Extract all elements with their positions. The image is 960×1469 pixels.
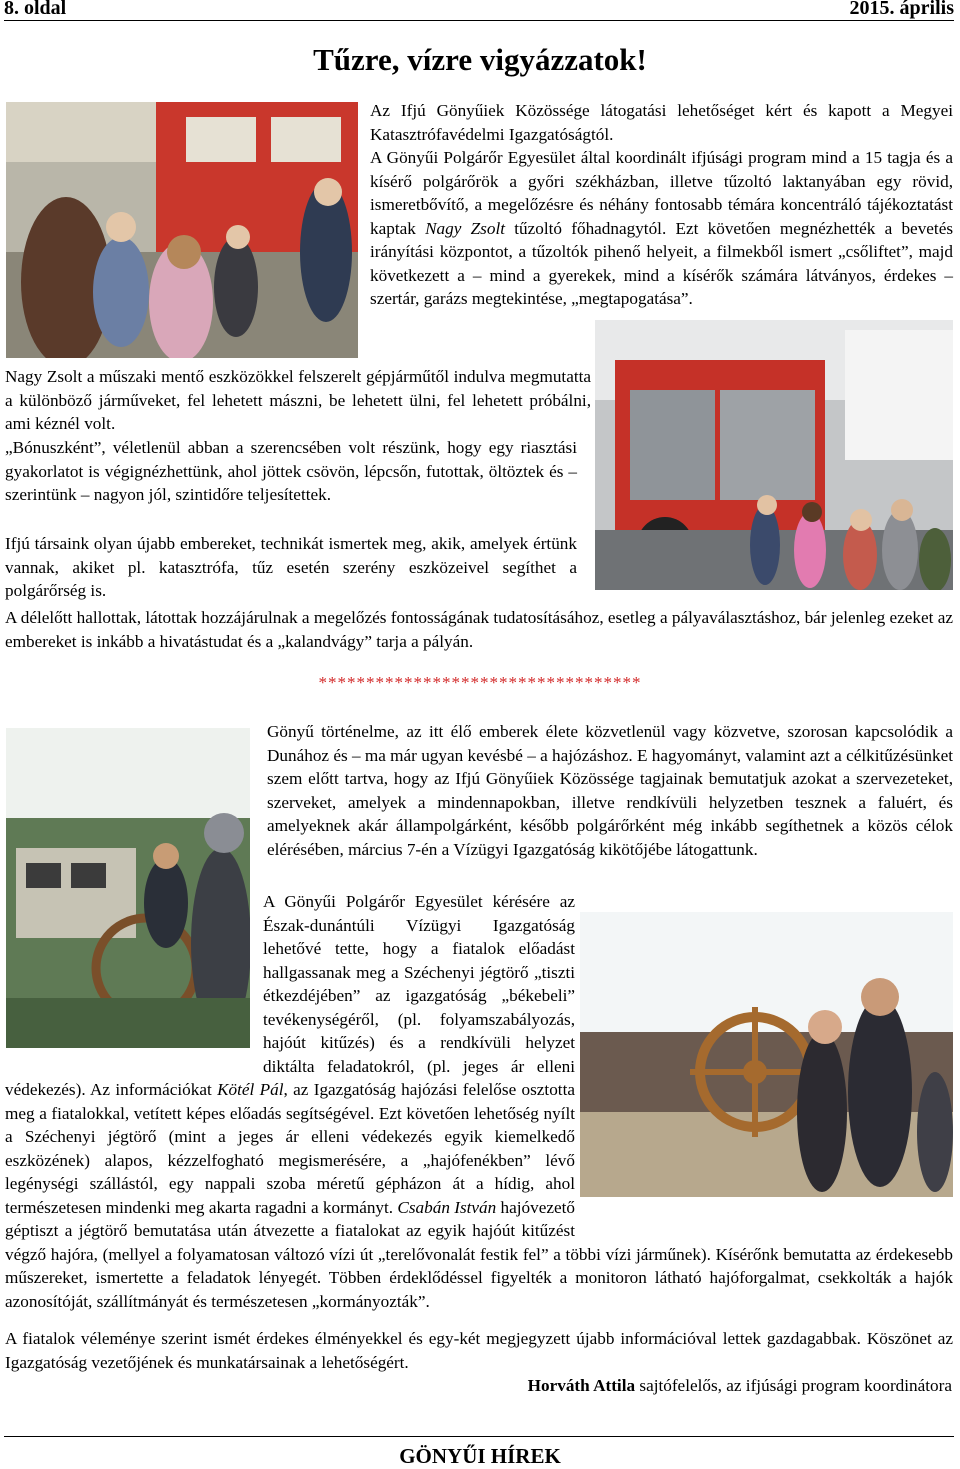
page-number: 8. oldal [4,0,67,19]
visit-text-a: A Gönyűi Polgárőr Egyesület kérésére az Észak-dunántúli Vízügyi Igazgatóság lehetővé tette, hogy a fiatalok előadást hallgassanak meg a Széchenyi jégtörő „tiszti étkezdéjében” az igazgatóság „békebeli” tevékenységéről, (pl. folyamszabályozás, hajóút kitűzés) és a rendkívüli helyzet diktálta feladatokról, (pl. jeges ár elleni védekezés). Az információkat [5,892,575,1099]
footer-rule [4,1436,954,1437]
section-separator: ********************************** [318,673,642,692]
bonus-paragraph: „Bónuszként”, véletlenül abban a szerencsében volt részünk, hogy egy riasztási gyakorlatot is végignézhettünk, ahol jöttek csövön, lépcsőn, futottak, öltöztek és – szerintünk – nagyon jól, szintidőre teljesítettek. [5,438,577,504]
page-header [4,0,954,21]
author-name: Horváth Attila [527,1376,636,1395]
article-title: Tűzre, vízre vigyázzatok! [313,42,647,77]
person-name-kotel: Kötél Pál [217,1080,284,1099]
river-history-paragraph: Gönyű történelme, az itt élő emberek élete közvetlenül vagy közvetve, szorosan kapcsolódik a Dunához és – ma már ugyan kevésbé – a hajózáshoz. E hagyományt, valamint azt a célkitűzésünket szem előtt tartva, hogy az Ifjú Gönyűiek Közössége tagjainak bemutatjuk azokat a szervezeteket, szerveket, amelyek a mindennapokban, illetve rendkívüli helyzetben tesznek a faluért, és amelyeknek akár állampolgárként, később polgárőrként még inkább segíthetnek a közös célok elérésében, március 7-én a Vízügyi Igazgatóság kikötőjébe látogattunk. [267,722,953,859]
person-name-csaban: Csabán István [397,1197,497,1217]
issue-date: 2015. április [849,0,954,19]
intro-paragraph: Az Ifjú Gönyűiek Közössége látogatási lehetőséget kért és kapott a Megyei Katasztrófavédelmi Igazgatóságtól. [370,101,953,144]
main-text-a: A Gönyűi Polgárőr Egyesület által koordinált ifjúsági program mind a 15 tagja és a kísérő polgárőrök a győri székházban, illetve tűzoltó laktanyában egy rövid, ismeretbővítő, a megelőzésre és néhány fontosabb témára koncentráló tájékoztatást kaptak [370,148,953,238]
main-paragraph [370,146,953,311]
photo-fire-station-group [6,102,358,358]
float-spacer-photo4 [575,913,953,1223]
photo-fire-truck-garage [595,320,953,590]
float-spacer-photo3 [5,890,263,1058]
tools-paragraph: Nagy Zsolt a műszaki mentő eszközökkel felszerelt gépjárműtől indulva megmutatta a különböző járműveket, fel lehetett mászni, be lehetett ülni, fel lehetett próbálni, ami kéznél volt. [5,367,591,433]
signature [528,1376,952,1396]
youth-paragraph: Ifjú társaink olyan újabb embereket, technikát ismertek meg, akik, amelyek értünk vannak, akiket pl. katasztrófa, tűz esetén szerény eszközeivel segíthet a polgárőrség is. [5,534,577,600]
visit-paragraph-body [5,890,953,1313]
thanks-paragraph: A fiatalok véleménye szerint ismét érdekes élményekkel és egy-két megjegyzett újabb információval lettek gazdagabbak. Köszönet az Igazgatóság vezetőjének és munkatársainak a lehetőségért. [5,1329,953,1372]
author-role: sajtófelelős, az ifjúsági program koordinátora [635,1376,952,1395]
visit-text-c: hajóvezető géptiszt a jégtörő bemutatása után átvezette a fiatalokat az egyik hajóút kitűzést végző hajóra, (mellyel a folyamatosan változó vízi út „terelővonalát festik fel” a többi vízi járműnek). Kísérőnk bemutatta az érdekesebb műszereket, ismertette a feladatok lényegét. Többen érdeklődéssel figyelték a monitoron látható hajóforgalmat, csekkolták a hajók azonosítóját, szállítmányát és természetesen „kormányozták”. [5,1197,953,1311]
closing-paragraph: A délelőtt hallottak, látottak hozzájárulnak a megelőzés fontosságának tudatosításához, esetleg a pályaválasztáshoz, bár jelenleg ezeket az embereket is inkább a hivatástudat és a „kalandvágy” tarja a pályán. [5,608,953,651]
visit-text-b: , az Igazgatóság hajózási felelőse osztotta meg a fiatalokkal, vetített képes előadás segítségével. Ezt követően lehetőség nyílt a Széchenyi jégtörő (mint a jeges ár elleni védekezés egyik kiemelkedő eszközének) alapos, kézzelfogható megismerésére, a „hajófenékben” lévő legénységi szállástól, egy nappali szoba méretű gépházon át a hídig, ahol természetesen mindenki meg akarta ragadni a kormányt. [5,1080,575,1217]
person-name-nagy: Nagy Zsolt [425,218,506,238]
newspaper-title: GÖNYŰI HÍREK [399,1444,561,1468]
main-text-b: tűzoltó főhadnagytól. Ezt követően megnézhették a bevetés irányítási központot, a tűzoltók pihenő helyeit, a filmekből ismert „csőliftet”, majd következett a – mind a gyerekek, mind a kísérők számára látványos, érdekes – szertár, garázs megtekintése, „megtapogatása”. [370,218,954,308]
